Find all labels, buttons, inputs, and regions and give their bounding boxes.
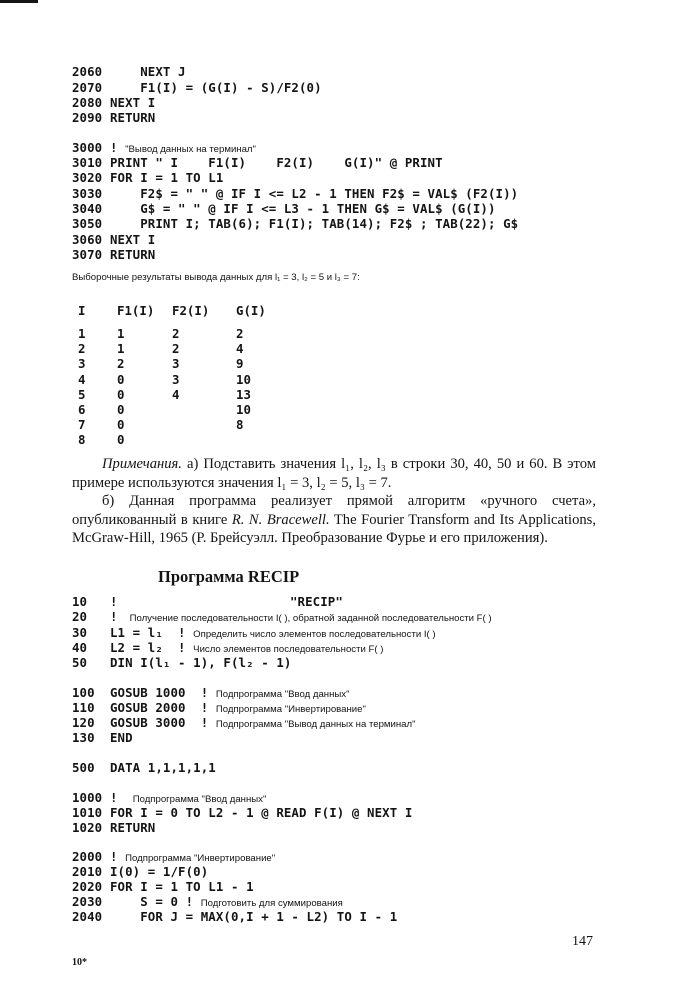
- book-author: R. N. Bracewell.: [231, 511, 330, 528]
- signature-mark: 10*: [72, 957, 87, 968]
- table-cell: 0: [117, 417, 125, 432]
- code-line: 2080 NEXT I: [72, 95, 156, 110]
- code-line: 30 L1 = l₁ ! Определить число элементов последовательности I( ): [72, 625, 436, 640]
- code-line: 3070 RETURN: [72, 247, 156, 262]
- table-cell: 2: [172, 341, 180, 356]
- table-cell: 0: [117, 432, 125, 447]
- code-line: 3020 FOR I = 1 TO L1: [72, 170, 224, 185]
- code-line: 500 DATA 1,1,1,1,1: [72, 760, 216, 775]
- notes-paragraph-a: Примечания. а) Подставить значения l₁, l₂, l₃ в строки 30, 40, 50 и 60. В этом примере используются значения l₁ = 3, l₂ = 5, l₃ = 7.: [72, 456, 596, 491]
- table-cell: 4: [172, 387, 180, 402]
- sample-output-caption: Выборочные результаты вывода данных для l₁ = 3, l₂ = 5 и l₃ = 7:: [72, 272, 360, 283]
- code-line: 2020 FOR I = 1 TO L1 - 1: [72, 879, 254, 894]
- code-line: 2030 S = 0 ! Подготовить для суммирования: [72, 894, 343, 909]
- code-line: 1010 FOR I = 0 TO L2 - 1 @ READ F(I) @ NEXT I: [72, 805, 413, 820]
- code-line: 120 GOSUB 3000 ! Подпрограмма "Вывод данных на терминал": [72, 715, 416, 730]
- code-line: 3000 ! "Вывод данных на терминал": [72, 140, 256, 155]
- table-header: F2(I): [172, 303, 210, 318]
- table-cell: 0: [117, 387, 125, 402]
- table-cell: 2: [117, 356, 125, 371]
- notes-label: Примечания.: [102, 456, 182, 472]
- table-cell: 1: [117, 341, 125, 356]
- table-cell: 2: [78, 341, 86, 356]
- table-cell: 10: [236, 402, 251, 417]
- top-margin-rule: [0, 0, 38, 3]
- code-line: 3050 PRINT I; TAB(6); F1(I); TAB(14); F2$ ; TAB(22); G$: [72, 216, 519, 231]
- table-cell: 9: [236, 356, 244, 371]
- table-cell: 5: [78, 387, 86, 402]
- code-line: 1000 ! Подпрограмма "Ввод данных": [72, 790, 267, 805]
- table-cell: 13: [236, 387, 251, 402]
- table-cell: 6: [78, 402, 86, 417]
- code-line: 40 L2 = l₂ ! Число элементов последовательности F( ): [72, 640, 384, 655]
- code-line: 1020 RETURN: [72, 820, 156, 835]
- code-line: 2090 RETURN: [72, 110, 156, 125]
- code-line: 2010 I(0) = 1/F(0): [72, 864, 209, 879]
- code-line: 3060 NEXT I: [72, 232, 156, 247]
- table-cell: 3: [78, 356, 86, 371]
- table-cell: 8: [78, 432, 86, 447]
- code-line: 2060 NEXT J: [72, 64, 186, 79]
- program-heading: Программа RECIP: [158, 567, 300, 586]
- notes-paragraph-b: б) Данная программа реализует прямой алгоритм «ручного счета», опубликованный в книге R. N. Bracewell. The Fourier Transform and Its Applications, McGraw-Hill, 1965 (Р. Брейсуэлл. Преобразование Фурье и его приложения).: [72, 493, 597, 546]
- table-header: I: [78, 303, 86, 318]
- table-cell: 2: [236, 326, 244, 341]
- table-cell: 4: [236, 341, 244, 356]
- table-cell: 4: [78, 372, 86, 387]
- table-header: G(I): [236, 303, 266, 318]
- code-line: 3040 G$ = " " @ IF I <= L3 - 1 THEN G$ = VAL$ (G(I)): [72, 201, 496, 216]
- table-cell: 8: [236, 417, 244, 432]
- code-line: 10 ! "RECIP": [72, 594, 343, 609]
- code-line: 2040 FOR J = MAX(0,I + 1 - L2) TO I - 1: [72, 909, 398, 924]
- table-cell: 3: [172, 372, 180, 387]
- table-cell: 2: [172, 326, 180, 341]
- table-cell: 1: [78, 326, 86, 341]
- code-line: 130 END: [72, 730, 133, 745]
- code-line: 3030 F2$ = " " @ IF I <= L2 - 1 THEN F2$ = VAL$ (F2(I)): [72, 186, 519, 201]
- table-cell: 10: [236, 372, 251, 387]
- table-header: F1(I): [117, 303, 155, 318]
- table-cell: 7: [78, 417, 86, 432]
- code-line: 20 ! Получение последовательности I( ), обратной заданной последовательности F( ): [72, 609, 492, 624]
- code-line: 100 GOSUB 1000 ! Подпрограмма "Ввод данных": [72, 685, 350, 700]
- code-line: 50 DIN I(l₁ - 1), F(l₂ - 1): [72, 655, 292, 670]
- code-line: 2000 ! Подпрограмма "Инвертирование": [72, 849, 276, 864]
- code-line: 110 GOSUB 2000 ! Подпрограмма "Инвертирование": [72, 700, 366, 715]
- table-cell: 1: [117, 326, 125, 341]
- table-cell: 3: [172, 356, 180, 371]
- table-cell: 0: [117, 402, 125, 417]
- page-number: 147: [572, 934, 593, 949]
- table-cell: 0: [117, 372, 125, 387]
- code-line: 2070 F1(I) = (G(I) - S)/F2(0): [72, 80, 322, 95]
- code-line: 3010 PRINT " I F1(I) F2(I) G(I)" @ PRINT: [72, 155, 443, 170]
